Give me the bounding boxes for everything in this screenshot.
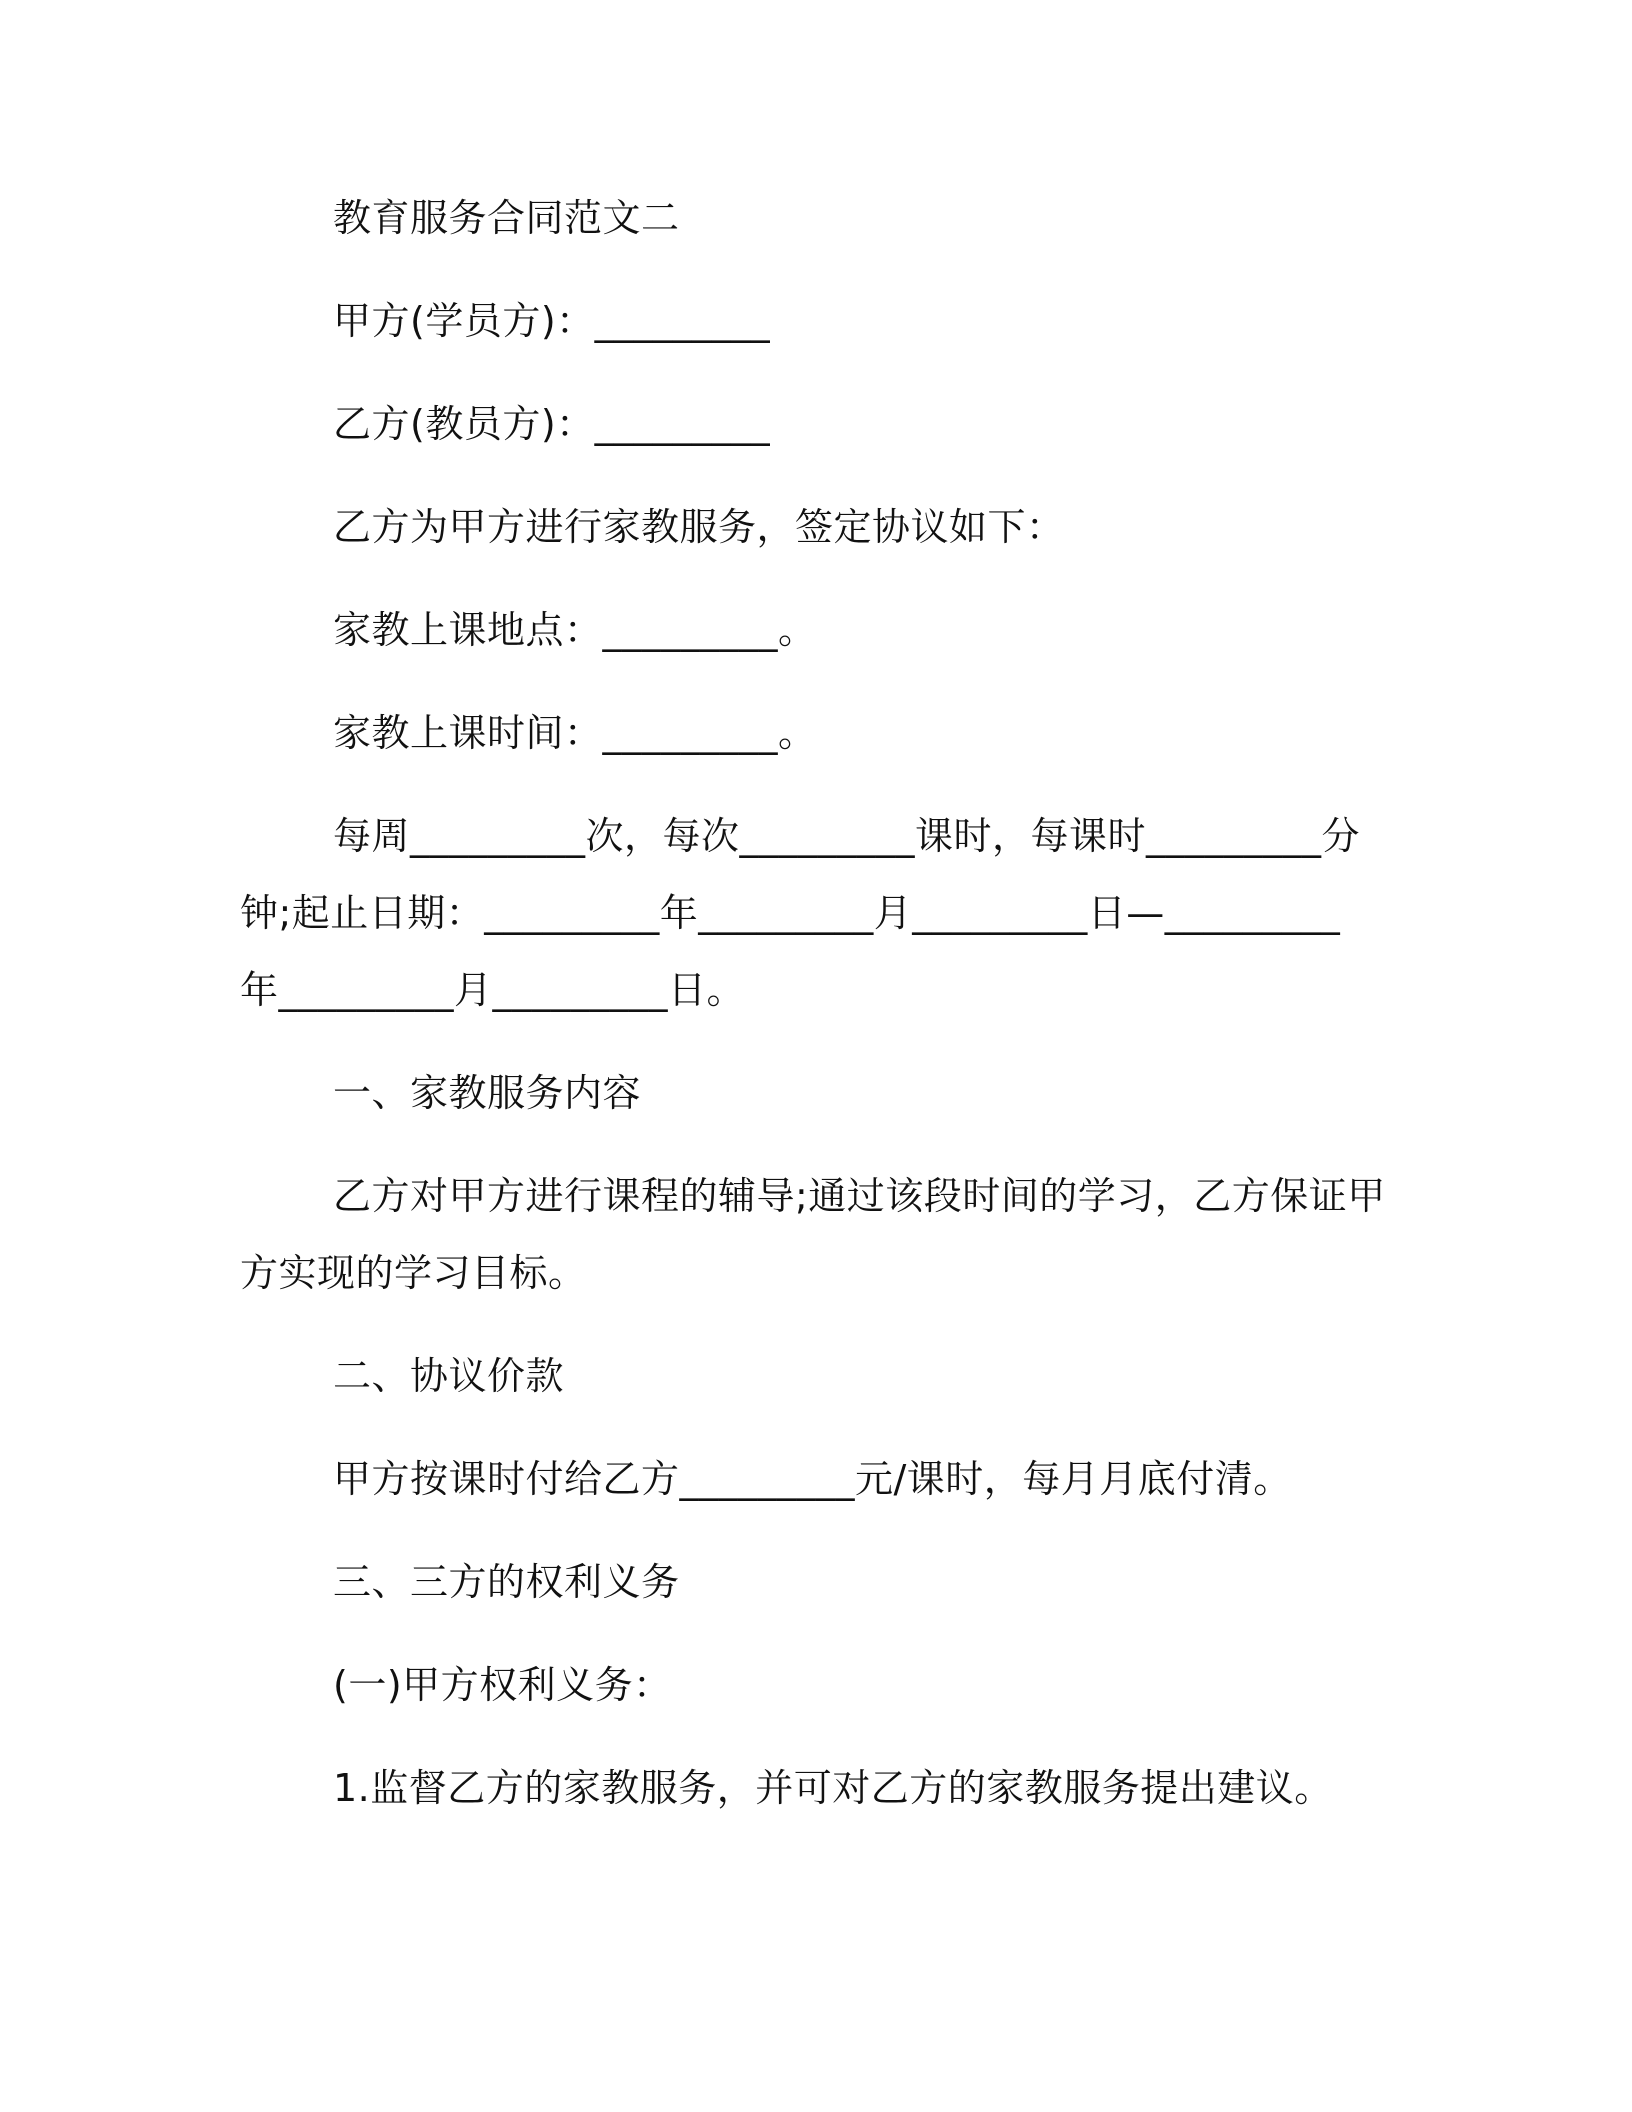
section-3-heading: 三、三方的权利义务	[333, 1560, 680, 1604]
lesson-location-field: 家教上课地点：_________。	[333, 608, 817, 652]
document-title: 教育服务合同范文二	[333, 196, 680, 240]
lesson-time-field: 家教上课时间：_________。	[333, 711, 817, 755]
agreement-intro: 乙方为甲方进行家教服务，签定协议如下：	[333, 505, 1065, 549]
schedule-line-3: 年_________月_________日。	[240, 968, 746, 1012]
section-1-heading: 一、家教服务内容	[333, 1071, 642, 1115]
list-item-1: 1.监督乙方的家教服务，并可对乙方的家教服务提出建议。	[333, 1766, 1333, 1810]
section-1-body-line-2: 方实现的学习目标。	[240, 1251, 587, 1295]
party-b-field: 乙方(教员方)：_________	[333, 402, 771, 446]
subsection-a-heading: (一)甲方权利义务：	[333, 1663, 672, 1707]
section-2-heading: 二、协议价款	[333, 1354, 565, 1398]
schedule-line-1: 每周_________次，每次_________课时，每课时_________分	[333, 814, 1361, 858]
section-1-body-line-1: 乙方对甲方进行课程的辅导;通过该段时间的学习，乙方保证甲	[333, 1174, 1386, 1218]
schedule-line-2: 钟;起止日期：_________年_________月_________日—_________	[240, 891, 1341, 935]
section-2-body: 甲方按课时付给乙方_________元/课时，每月月底付清。	[333, 1457, 1292, 1501]
party-a-field: 甲方(学员方)：_________	[333, 299, 771, 343]
